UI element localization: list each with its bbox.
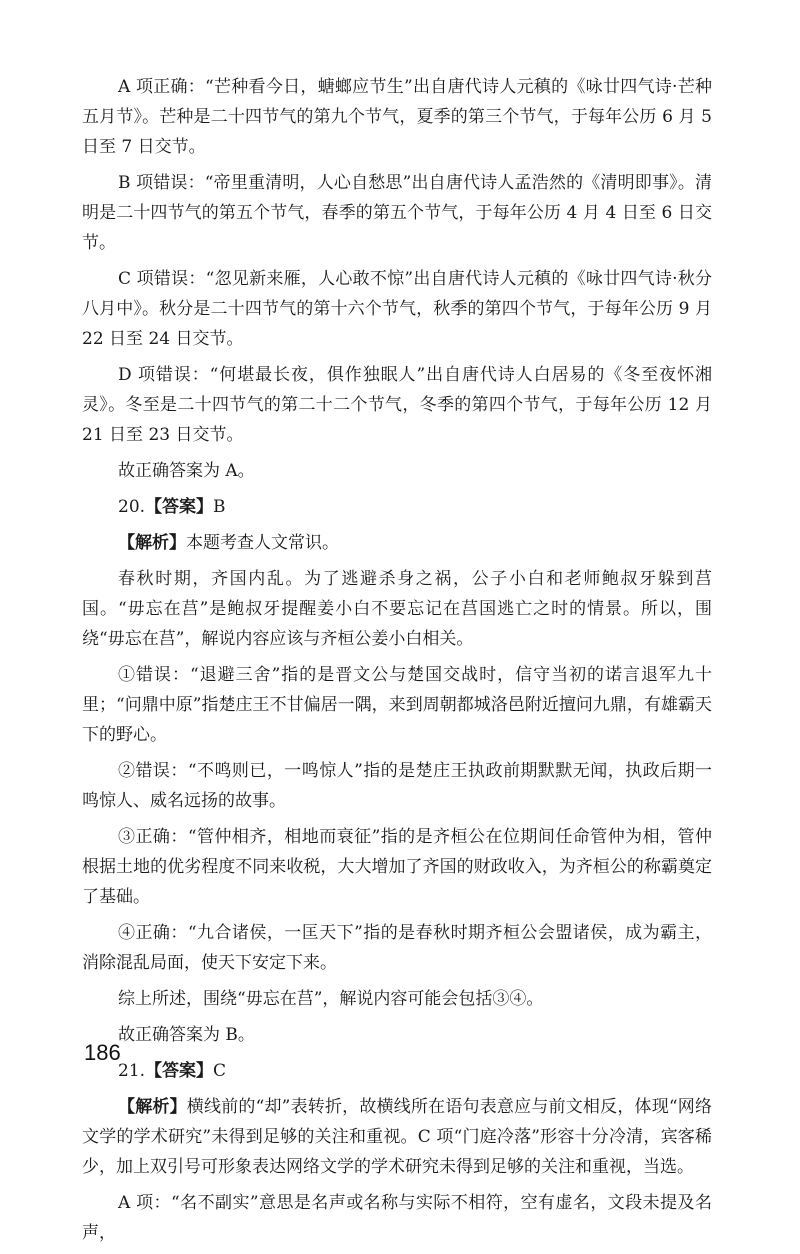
q21-analysis-text: 横线前的“却”表转折，故横线所在语句表意应与前文相反，体现“网络文学的学术研究”未得到足够的关注和重视。C 项“门庭冷落”形容十分冷清，宾客稀少，加上双引号可形象表达网络文学的学术研究未得到足够的关注和重视，当选。 bbox=[82, 1097, 712, 1177]
q20-analysis-line bbox=[82, 528, 712, 558]
q20-item-1: ①错误：“退避三舍”指的是晋文公与楚国交战时，信守当初的诺言退军九十里；“问鼎中原”指楚庄王不甘偏居一隅，来到周朝都城洛邑附近擅问九鼎，有雄霸天下的野心。 bbox=[82, 665, 712, 745]
q21-answer-value: C bbox=[213, 1061, 227, 1081]
option-c-explanation: C 项错误：“忽见新来雁，人心敢不惊”出自唐代诗人元稹的《咏廿四气诗·秋分八月中》。秋分是二十四节气的第十六个节气，秋季的第四个节气，于每年公历 9 月 22 日至 24 日交节。 bbox=[82, 269, 712, 349]
q20-number: 20. bbox=[118, 497, 146, 517]
page-content bbox=[82, 72, 712, 1254]
analysis-label: 【解析】 bbox=[118, 533, 186, 553]
option-d-explanation: D 项错误：“何堪最长夜，俱作独眠人”出自唐代诗人白居易的《冬至夜怀湘灵》。冬至是二十四节气的第二十二个节气，冬季的第四个节气，于每年公历 12 月 21 日至 23 日交节。 bbox=[82, 365, 712, 445]
q20-answer-line bbox=[82, 492, 712, 522]
page-number: 186 bbox=[84, 1040, 121, 1065]
q20-analysis-text: 本题考查人文常识。 bbox=[186, 533, 339, 553]
q20-answer-value: B bbox=[213, 497, 226, 517]
answer-label: 【答案】 bbox=[145, 497, 214, 517]
q21-analysis bbox=[82, 1092, 712, 1182]
analysis-label: 【解析】 bbox=[118, 1097, 187, 1117]
q21-option-a: A 项：“名不副实”意思是名声或名称与实际不相符，空有虚名，文段未提及名声， bbox=[82, 1193, 712, 1243]
q20-item-3: ③正确：“管仲相齐，相地而衰征”指的是齐桓公在位期间任命管仲为相，管仲根据土地的优劣程度不同来收税，大大增加了齐国的财政收入，为齐桓公的称霸奠定了基础。 bbox=[82, 827, 712, 907]
q20-summary: 综上所述，围绕“毋忘在莒”，解说内容可能会包括③④。 bbox=[118, 989, 544, 1009]
q19-conclusion: 故正确答案为 A。 bbox=[118, 461, 255, 481]
q20-item-2: ②错误：“不鸣则已，一鸣惊人”指的是楚庄王执政前期默默无闻，执政后期一鸣惊人、威名远扬的故事。 bbox=[82, 761, 712, 811]
answer-label: 【答案】 bbox=[145, 1061, 214, 1081]
option-b-explanation: B 项错误：“帝里重清明，人心自愁思”出自唐代诗人孟浩然的《清明即事》。清明是二十四节气的第五个节气，春季的第五个节气，于每年公历 4 月 4 日至 6 日交节。 bbox=[82, 173, 712, 253]
q20-conclusion: 故正确答案为 B。 bbox=[118, 1025, 255, 1045]
q21-answer-line bbox=[82, 1056, 712, 1086]
option-a-explanation: A 项正确：“芒种看今日，螗螂应节生”出自唐代诗人元稹的《咏廿四气诗·芒种五月节》。芒种是二十四节气的第九个节气，夏季的第三个节气，于每年公历 6 月 5 日至 7 日交节。 bbox=[82, 77, 712, 157]
q20-item-4: ④正确：“九合诸侯，一匡天下”指的是春秋时期齐桓公会盟诸侯，成为霸主，消除混乱局面，使天下安定下来。 bbox=[82, 923, 712, 973]
q21-number: 21. bbox=[118, 1061, 146, 1081]
q20-background: 春秋时期，齐国内乱。为了逃避杀身之祸，公子小白和老师鲍叔牙躲到莒国。“毋忘在莒”是鲍叔牙提醒姜小白不要忘记在莒国逃亡之时的情景。所以，围绕“毋忘在莒”，解说内容应该与齐桓公姜小白相关。 bbox=[82, 569, 712, 649]
